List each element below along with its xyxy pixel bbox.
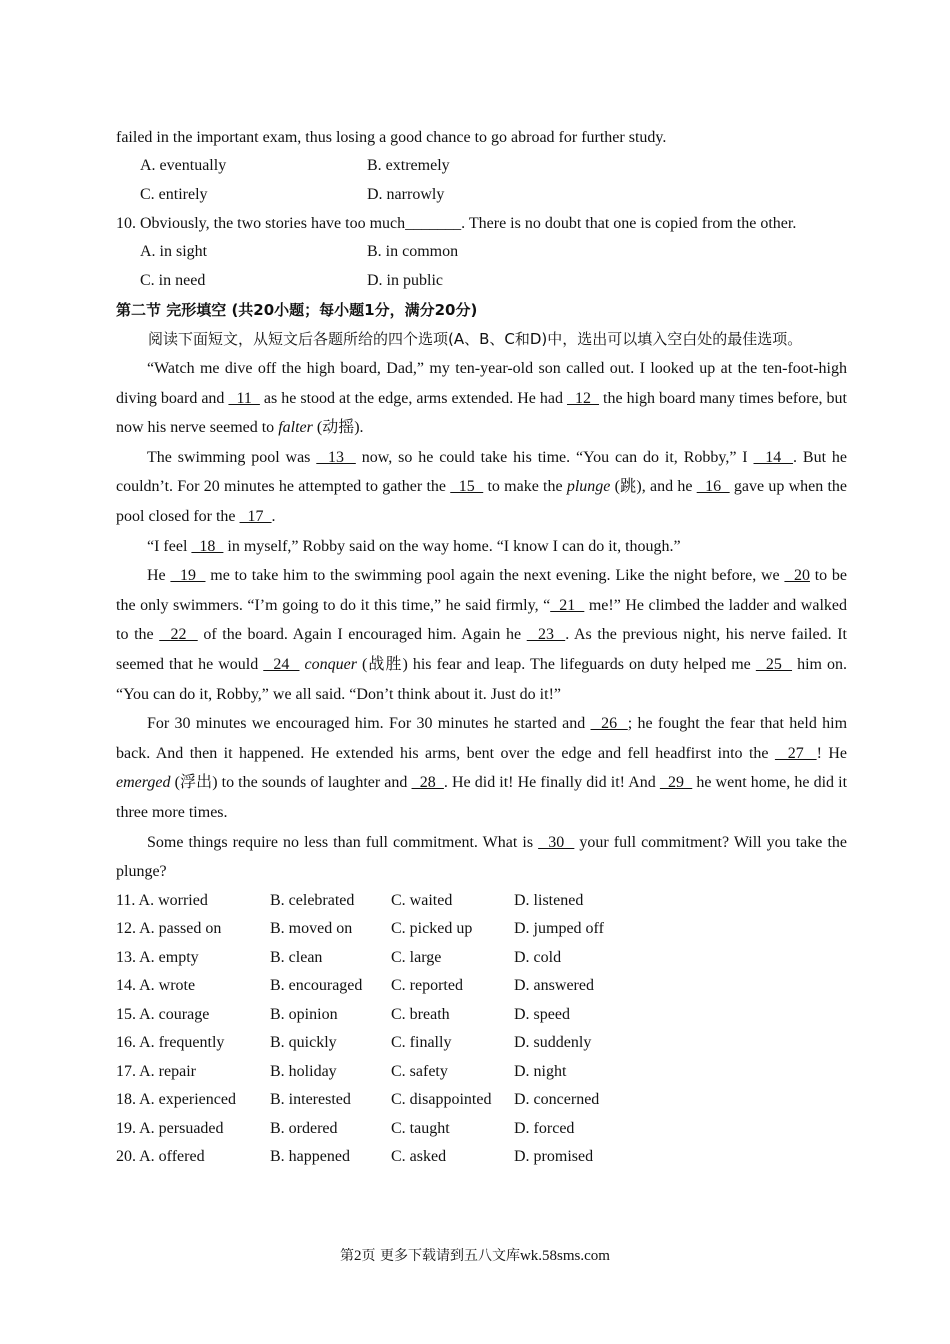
option-c: C. waited — [391, 891, 453, 909]
option-b: B. clean — [270, 948, 323, 966]
option-d: D. listened — [514, 891, 584, 909]
option-b: B. quickly — [270, 1034, 337, 1052]
option-b: B. opinion — [270, 1005, 338, 1023]
question-row-11 — [116, 887, 847, 916]
option-c: C. disappointed — [391, 1091, 492, 1109]
text-run: to make the — [483, 478, 567, 496]
q9-option-a: A. eventually — [140, 157, 227, 174]
option-d: D. suddenly — [514, 1034, 592, 1052]
text-run: The swimming pool was — [147, 448, 317, 466]
text-run: he went home, he did it three more times. — [116, 774, 848, 821]
q10-blank: _______ — [405, 215, 462, 232]
option-d: D. cold — [514, 948, 562, 966]
blank-14: 14 — [753, 448, 794, 466]
question-row-13 — [116, 944, 847, 973]
option-d: D. jumped off — [514, 920, 604, 938]
q10-option-c: C. in need — [140, 271, 206, 289]
text-run: him on. “You can do it, Robby,” we all said. “Don’t think about it. Just do it!” — [116, 655, 848, 703]
text-run: of the board. Again I encouraged him. Again he — [197, 626, 527, 644]
italic-word-plunge: plunge — [566, 478, 611, 496]
text-run: (战胜) his fear and leap. The lifeguards on duty helped me — [356, 655, 756, 673]
text-run: Some things require no less than full commitment. What is — [147, 833, 539, 851]
italic-word-conquer: conquer — [304, 655, 357, 673]
blank-20: 20 — [784, 567, 810, 585]
option-b: B. holiday — [270, 1062, 337, 1080]
option-a: 12. A. passed on — [116, 920, 222, 938]
option-c: C. breath — [391, 1005, 450, 1023]
text-run: to be the only swimmers. “I’m going to do it this time,” he said firmly, “ — [116, 567, 848, 614]
q10-options-row-2 — [116, 267, 847, 296]
blank-30: 30 — [538, 833, 575, 851]
footer-text: 页 更多下载请到五八文库 — [361, 1248, 520, 1264]
text-run: in myself,” Robby said on the way home. “I know I can do it, though.” — [223, 537, 681, 555]
text-run: now, so he could take his time. “You can do it, Robby,” I — [355, 448, 754, 466]
blank-22: 22 — [159, 626, 198, 644]
blank-28: 28 — [411, 774, 444, 792]
text-run: . As the previous night, his nerve failed. It seemed that he would — [116, 626, 847, 673]
blank-15: 15 — [450, 478, 484, 496]
blank-26: 26 — [590, 715, 628, 733]
option-a: 16. A. frequently — [116, 1034, 225, 1052]
q10-stem — [116, 209, 847, 238]
section-heading: 第二节 完形填空 (共20小题；每小题1分，满分20分) — [116, 301, 478, 319]
option-c: C. safety — [391, 1062, 448, 1080]
text-run: your full commitment? Will you take the plunge? — [116, 833, 847, 881]
document-page — [116, 123, 847, 1172]
text-run: . But he couldn’t. For 20 minutes he attempted to gather the — [116, 448, 848, 496]
q10-option-d: D. in public — [367, 271, 443, 289]
option-a: 17. A. repair — [116, 1062, 196, 1080]
footer-prefix: 第 — [340, 1248, 355, 1264]
blank-19: 19 — [170, 567, 206, 585]
q9-options-row-2 — [116, 181, 847, 210]
option-c: C. large — [391, 948, 442, 966]
section-instructions: 阅读下面短文，从短文后各题所给的四个选项(A、B、C和D)中，选出可以填入空白处的最佳选项。 — [148, 330, 803, 348]
question-row-18 — [116, 1086, 847, 1115]
option-a: 20. A. offered — [116, 1148, 205, 1166]
text-run: . He did it! He finally did it! And — [443, 774, 660, 792]
q10-stem-post: . There is no doubt that one is copied from the other. — [461, 215, 797, 232]
option-a: 15. A. courage — [116, 1005, 210, 1023]
q9-option-d: D. narrowly — [367, 185, 445, 203]
option-a: 19. A. persuaded — [116, 1119, 224, 1137]
blank-21: 21 — [550, 596, 585, 614]
option-d: D. concerned — [514, 1091, 600, 1109]
q9-option-b: B. extremely — [367, 157, 450, 174]
option-b: B. ordered — [270, 1119, 338, 1137]
blank-29: 29 — [659, 774, 693, 792]
text-run: the high board many times before, but now his nerve seemed to — [116, 389, 848, 437]
q10-option-a: A. in sight — [140, 243, 208, 260]
option-d: D. speed — [514, 1005, 570, 1023]
passage-paragraph-3 — [116, 532, 847, 562]
blank-23: 23 — [526, 626, 566, 644]
option-b: B. moved on — [270, 920, 353, 938]
text-run: me to take him to the swimming pool again the next evening. Like the night before, we — [205, 567, 785, 585]
page-footer — [0, 1242, 950, 1270]
option-a: 18. A. experienced — [116, 1091, 236, 1109]
text-run: “Watch me dive off the high board, Dad,” my ten-year-old son called out. I looked up at the ten-foot-high diving board and — [116, 360, 847, 407]
text-run: (动摇). — [312, 419, 364, 437]
blank-11: 11 — [228, 389, 260, 407]
question-row-17 — [116, 1058, 847, 1087]
question-row-19 — [116, 1115, 847, 1144]
q10-option-b: B. in common — [367, 243, 459, 260]
footer-site-link[interactable]: wk.58sms.com — [519, 1248, 610, 1264]
text-run: ! He — [816, 744, 848, 762]
cloze-options-list — [116, 887, 847, 1172]
q10-stem-pre: 10. Obviously, the two stories have too much — [116, 215, 406, 232]
option-d: D. forced — [514, 1119, 575, 1137]
option-d: D. answered — [514, 977, 594, 995]
option-d: D. promised — [514, 1148, 594, 1166]
blank-25: 25 — [755, 655, 793, 673]
text-run: as he stood at the edge, arms extended. He had — [259, 389, 567, 407]
blank-17: 17 — [239, 507, 272, 525]
blank-16: 16 — [696, 478, 730, 496]
option-a: 14. A. wrote — [116, 977, 196, 995]
option-b: B. interested — [270, 1091, 351, 1109]
question-row-15 — [116, 1001, 847, 1030]
text-run: me!” He climbed the ladder and walked to the — [116, 596, 848, 644]
option-c: C. taught — [391, 1119, 450, 1137]
text-run: ; he fought the fear that held him back. And then it happened. He extended his arms, bent over the edge and fell headfirst into the — [116, 715, 848, 762]
blank-18: 18 — [191, 537, 224, 555]
option-a: 11. A. worried — [116, 891, 208, 909]
question-row-14 — [116, 972, 847, 1001]
option-c: C. picked up — [391, 920, 473, 938]
blank-13: 13 — [316, 448, 356, 466]
text-run: For 30 minutes we encouraged him. For 30 minutes he started and — [147, 715, 591, 733]
q9-options-row-1 — [116, 152, 847, 181]
option-d: D. night — [514, 1062, 567, 1080]
passage-paragraph-2 — [116, 443, 847, 532]
question-row-12 — [116, 915, 847, 944]
text-run: gave up when the pool closed for the — [116, 478, 848, 525]
q10-options-row-1 — [116, 238, 847, 267]
question-row-20 — [116, 1143, 847, 1172]
q9-stem-tail: failed in the important exam, thus losing a good chance to go abroad for further study. — [116, 129, 667, 146]
option-b: B. encouraged — [270, 977, 363, 995]
text-run: “I feel — [147, 537, 192, 555]
passage-paragraph-6 — [116, 828, 847, 887]
option-b: B. celebrated — [270, 891, 355, 909]
passage-paragraph-4 — [116, 561, 847, 709]
italic-word-falter: falter — [278, 419, 313, 437]
text-run: (跳), and he — [610, 478, 697, 496]
blank-24: 24 — [263, 655, 300, 673]
option-c: C. reported — [391, 977, 463, 995]
blank-12: 12 — [566, 389, 600, 407]
option-c: C. finally — [391, 1034, 452, 1052]
option-a: 13. A. empty — [116, 948, 199, 966]
text-run: . — [271, 507, 276, 525]
text-run: He — [147, 567, 171, 585]
passage-paragraph-1 — [116, 354, 847, 443]
italic-word-emerged: emerged — [116, 774, 171, 792]
passage-paragraph-5 — [116, 709, 847, 827]
text-run: (浮出) to the sounds of laughter and — [170, 774, 412, 792]
option-b: B. happened — [270, 1148, 350, 1166]
page-number: 2 — [354, 1248, 362, 1264]
q9-option-c: C. entirely — [140, 185, 208, 203]
option-c: C. asked — [391, 1148, 447, 1166]
question-row-16 — [116, 1029, 847, 1058]
blank-27: 27 — [774, 744, 817, 762]
